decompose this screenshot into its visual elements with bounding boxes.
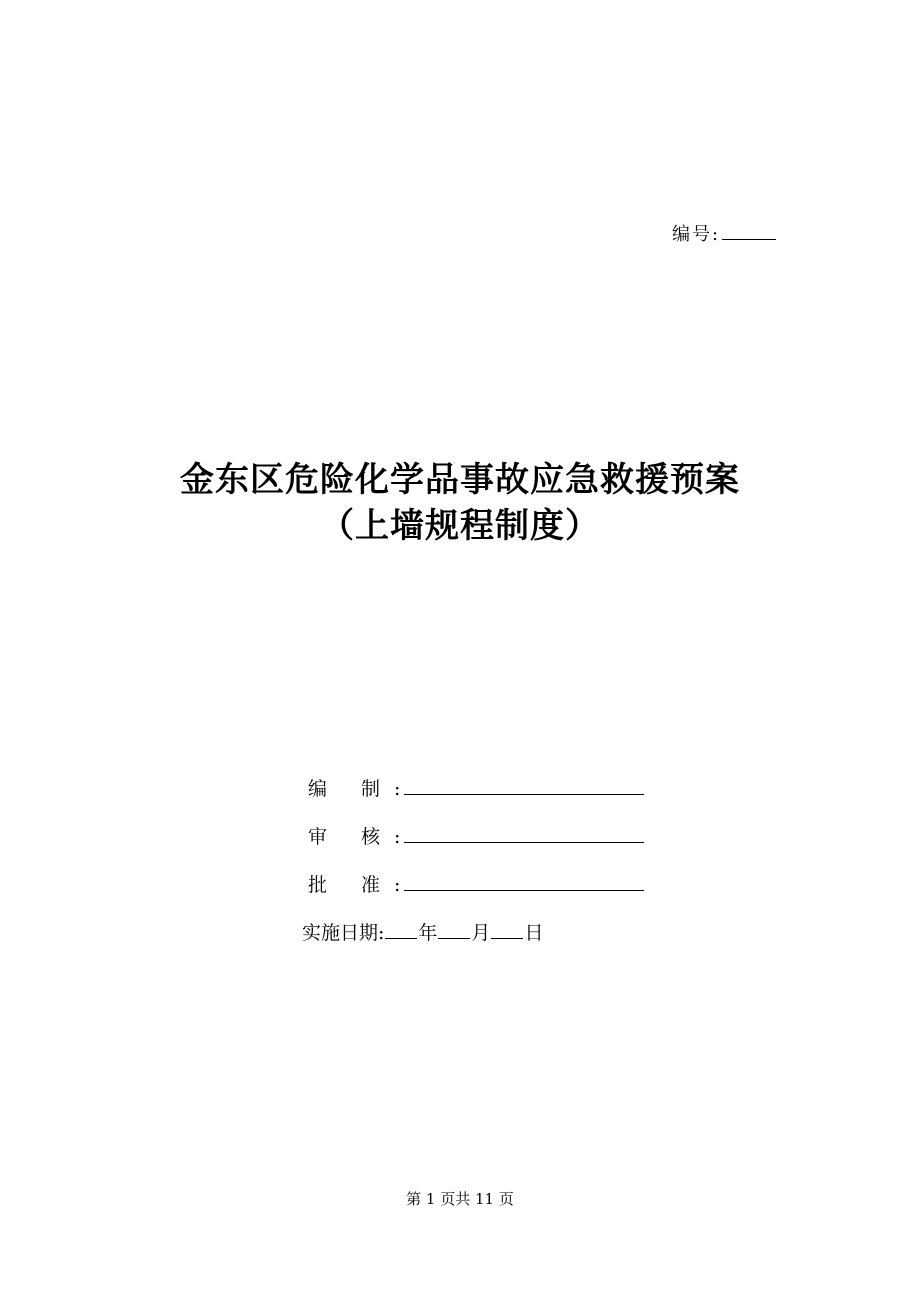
reviewed-by-row bbox=[308, 822, 644, 849]
reviewed-by-blank bbox=[404, 841, 644, 843]
compiled-by-blank bbox=[404, 793, 644, 795]
document-subtitle: （上墙规程制度） bbox=[320, 506, 600, 546]
implementation-date-row bbox=[302, 918, 543, 945]
day-blank bbox=[491, 937, 523, 939]
year-label: 年 bbox=[418, 922, 438, 944]
document-number-label: 编号: bbox=[672, 224, 721, 245]
document-title: 金东区危险化学品事故应急救援预案 bbox=[180, 460, 740, 500]
month-blank bbox=[438, 937, 470, 939]
implementation-date-label: 实施日期: bbox=[302, 922, 385, 944]
approved-by-row bbox=[308, 870, 644, 897]
reviewed-by-label: 审 核 bbox=[308, 826, 395, 848]
reviewed-by-colon: : bbox=[394, 826, 401, 848]
approved-by-label: 批 准 bbox=[308, 874, 395, 896]
day-label: 日 bbox=[524, 922, 544, 944]
compiled-by-label: 编 制 bbox=[308, 778, 395, 800]
page-footer: 第 1 页共 11 页 bbox=[406, 1190, 514, 1208]
approved-by-colon: : bbox=[394, 874, 401, 896]
year-blank bbox=[385, 937, 417, 939]
compiled-by-colon: : bbox=[394, 778, 401, 800]
approved-by-blank bbox=[404, 889, 644, 891]
document-number bbox=[672, 220, 776, 246]
month-label: 月 bbox=[471, 922, 491, 944]
document-number-blank bbox=[722, 238, 776, 240]
compiled-by-row bbox=[308, 774, 644, 801]
